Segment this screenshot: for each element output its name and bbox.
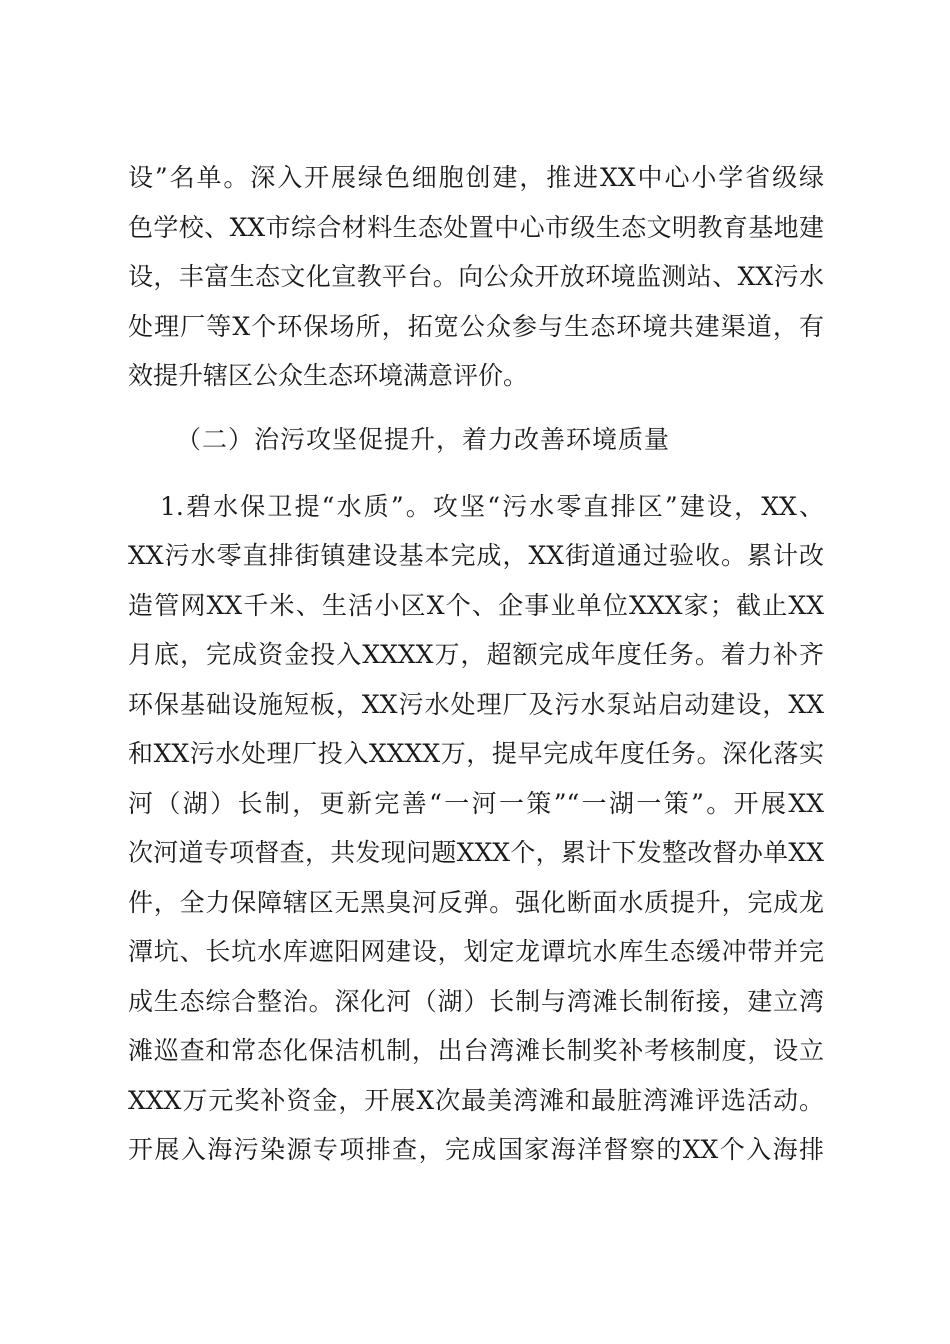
paragraph-1-line-4: 处理厂等X个环保场所，拓宽公众参与生态环境共建渠道，有 (128, 312, 824, 341)
paragraph-1-line-3: 设，丰富生态文化宣教平台。向公众开放环境监测站、XX污水 (128, 262, 824, 291)
paragraph-1-line-1: 设”名单。深入开展绿色细胞创建，推进XX中心小学省级绿 (128, 163, 824, 192)
paragraph-2-line-8: 次河道专项督查，共发现问题XXX个，累计下发整改督办单XX (128, 838, 824, 867)
paragraph-2-line-1: 1.碧水保卫提“水质”。攻坚“污水零直排区”建设，XX、 (160, 492, 824, 521)
paragraph-2-line-4: 月底，完成资金投入XXXX万，超额完成年度任务。着力补齐 (128, 640, 824, 669)
paragraph-1-line-5: 效提升辖区公众生态环境满意评价。 (128, 361, 529, 390)
paragraph-1-line-2: 色学校、XX市综合材料生态处置中心市级生态文明教育基地建 (128, 213, 824, 242)
paragraph-2-line-14: 开展入海污染源专项排查，完成国家海洋督察的XX个入海排 (128, 1135, 824, 1164)
paragraph-2-line-13: XXX万元奖补资金，开展X次最美湾滩和最脏湾滩评选活动。 (128, 1086, 824, 1115)
paragraph-2-line-9: 件，全力保障辖区无黑臭河反弹。强化断面水质提升，完成龙 (128, 888, 824, 917)
paragraph-2-line-5: 环保基础设施短板，XX污水处理厂及污水泵站启动建设，XX (128, 690, 824, 719)
paragraph-2-line-2: XX污水零直排街镇建设基本完成，XX街道通过验收。累计改 (128, 541, 824, 570)
section-heading: （二）治污攻坚促提升，着力改善环境质量 (176, 425, 671, 454)
paragraph-2-line-3: 造管网XX千米、生活小区X个、企事业单位XXX家；截止XX (128, 591, 824, 620)
paragraph-2-line-7: 河（湖）长制，更新完善“一河一策”“一湖一策”。开展XX (128, 789, 824, 818)
paragraph-2-line-6: 和XX污水处理厂投入XXXX万，提早完成年度任务。深化落实 (128, 739, 824, 768)
paragraph-2-line-11: 成生态综合整治。深化河（湖）长制与湾滩长制衔接，建立湾 (128, 987, 824, 1016)
paragraph-2-line-12: 滩巡查和常态化保洁机制，出台湾滩长制奖补考核制度，设立 (128, 1036, 824, 1065)
paragraph-2-line-10: 潭坑、长坑水库遮阳网建设，划定龙谭坑水库生态缓冲带并完 (128, 937, 824, 966)
